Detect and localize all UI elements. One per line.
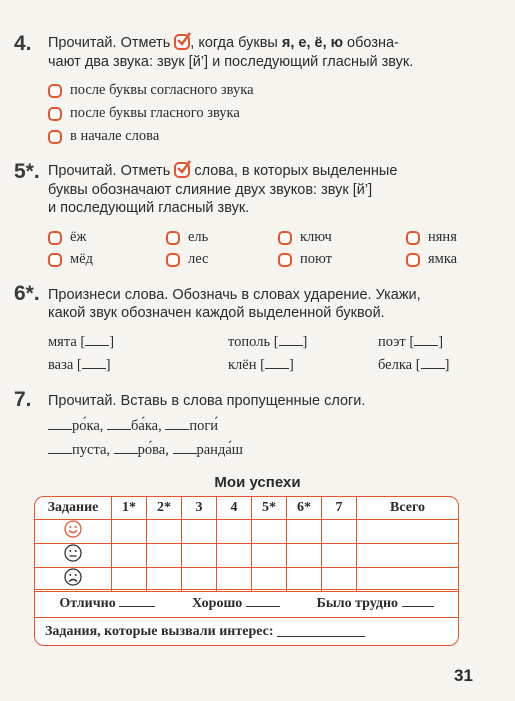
column-header: 3 — [182, 497, 217, 520]
checkbox[interactable] — [48, 253, 62, 267]
grades-row — [35, 589, 458, 617]
word-option[interactable]: ель — [166, 229, 278, 246]
table-row — [35, 520, 458, 544]
word-option[interactable]: няня — [406, 229, 486, 246]
task-6-words — [48, 334, 478, 374]
answer-blank[interactable] — [421, 358, 445, 369]
checkbox[interactable] — [48, 107, 62, 121]
column-header: 2* — [147, 497, 182, 520]
grade-good: Хорошо — [192, 596, 280, 612]
answer-blank[interactable] — [48, 419, 72, 430]
answer-blank[interactable] — [277, 626, 365, 637]
checked-box-icon — [174, 34, 190, 50]
checkbox[interactable] — [166, 231, 180, 245]
task-4-instruction-line1: Прочитай. Отметь , когда буквы я, е, ё, ю обозна- — [48, 35, 399, 51]
phonetic-word[interactable]: мята [ ] — [48, 334, 115, 350]
option-row[interactable]: после буквы гласного звука — [48, 105, 254, 122]
interest-row: Задания, которые вызвали интерес: — [35, 617, 458, 645]
answer-blank[interactable] — [119, 596, 155, 607]
checkbox[interactable] — [278, 253, 292, 267]
results-grid — [35, 497, 458, 592]
answer-blank[interactable] — [114, 443, 138, 454]
option-row[interactable]: в начале слова — [48, 128, 254, 145]
results-title: Мои успехи — [214, 474, 301, 491]
smile-icon — [35, 520, 112, 544]
answer-blank[interactable] — [85, 335, 109, 346]
task-6-instruction-line1: Произнеси слова. Обозначь в словах ударение. Укажи, — [48, 287, 421, 303]
word-option[interactable]: лес — [166, 251, 278, 268]
option-row[interactable]: после буквы согласного звука — [48, 82, 254, 99]
answer-blank[interactable] — [82, 358, 106, 369]
grade-hard: Было трудно — [317, 596, 434, 612]
phonetic-word[interactable]: клён [ ] — [228, 357, 294, 373]
neutral-icon — [35, 544, 112, 568]
column-header: 1* — [112, 497, 147, 520]
task-5-instruction-line2: буквы обозначают слияние двух звуков: звук [й’] — [48, 182, 373, 198]
column-header: 5* — [252, 497, 287, 520]
task-7-number: 7. — [14, 388, 32, 411]
page-number: 31 — [454, 666, 473, 685]
answer-blank[interactable] — [173, 443, 197, 454]
column-header: 7 — [322, 497, 357, 520]
task-5-words — [48, 229, 478, 268]
checkbox[interactable] — [406, 231, 420, 245]
answer-blank[interactable] — [165, 419, 189, 430]
column-header: 4 — [217, 497, 252, 520]
checkbox[interactable] — [48, 130, 62, 144]
table-row — [35, 568, 458, 592]
checkbox[interactable] — [166, 253, 180, 267]
table-header-row — [35, 497, 458, 520]
task-7-row1: ро́ка, ба́ка, поги́ — [48, 418, 218, 435]
column-header: Всего — [357, 497, 459, 520]
answer-blank[interactable] — [246, 596, 280, 607]
answer-blank[interactable] — [279, 335, 303, 346]
phonetic-word[interactable]: ваза [ ] — [48, 357, 111, 373]
word-option[interactable]: ёж — [48, 229, 166, 246]
task-5-instruction-line3: и последующий гласный звук. — [48, 200, 250, 216]
task-4-instruction-line2: чают два звука: звук [й’] и последующий гласный звук. — [48, 54, 414, 70]
column-header: 6* — [287, 497, 322, 520]
answer-blank[interactable] — [48, 443, 72, 454]
answer-blank[interactable] — [402, 596, 434, 607]
phonetic-word[interactable]: белка [ ] — [378, 357, 450, 373]
table-row — [35, 544, 458, 568]
task-5-number: 5*. — [14, 160, 40, 183]
task-4-number: 4. — [14, 32, 32, 55]
answer-blank[interactable] — [414, 335, 438, 346]
task-4-options — [48, 82, 254, 145]
word-option[interactable]: поют — [278, 251, 406, 268]
phonetic-word[interactable]: поэт [ ] — [378, 334, 444, 350]
sad-icon — [35, 568, 112, 592]
phonetic-word[interactable]: тополь [ ] — [228, 334, 308, 350]
checkbox[interactable] — [278, 231, 292, 245]
checkbox[interactable] — [48, 84, 62, 98]
results-table — [34, 496, 459, 646]
checkbox[interactable] — [406, 253, 420, 267]
word-option[interactable]: мёд — [48, 251, 166, 268]
word-option[interactable]: ключ — [278, 229, 406, 246]
grade-excellent: Отлично — [59, 596, 155, 612]
task-7-row2: пуста, ро́ва, ранда́ш — [48, 442, 243, 459]
task-6-number: 6*. — [14, 282, 40, 305]
task-5-instruction-line1: Прочитай. Отметь слова, в которых выделенные — [48, 163, 398, 179]
checkbox[interactable] — [48, 231, 62, 245]
task-7-instruction: Прочитай. Вставь в слова пропущенные слоги. — [48, 393, 366, 409]
column-header: Задание — [35, 497, 112, 520]
answer-blank[interactable] — [265, 358, 289, 369]
task-6-instruction-line2: какой звук обозначен каждой выделенной буквой. — [48, 305, 385, 321]
checked-box-icon — [174, 162, 190, 178]
word-option[interactable]: ямка — [406, 251, 486, 268]
answer-blank[interactable] — [107, 419, 131, 430]
